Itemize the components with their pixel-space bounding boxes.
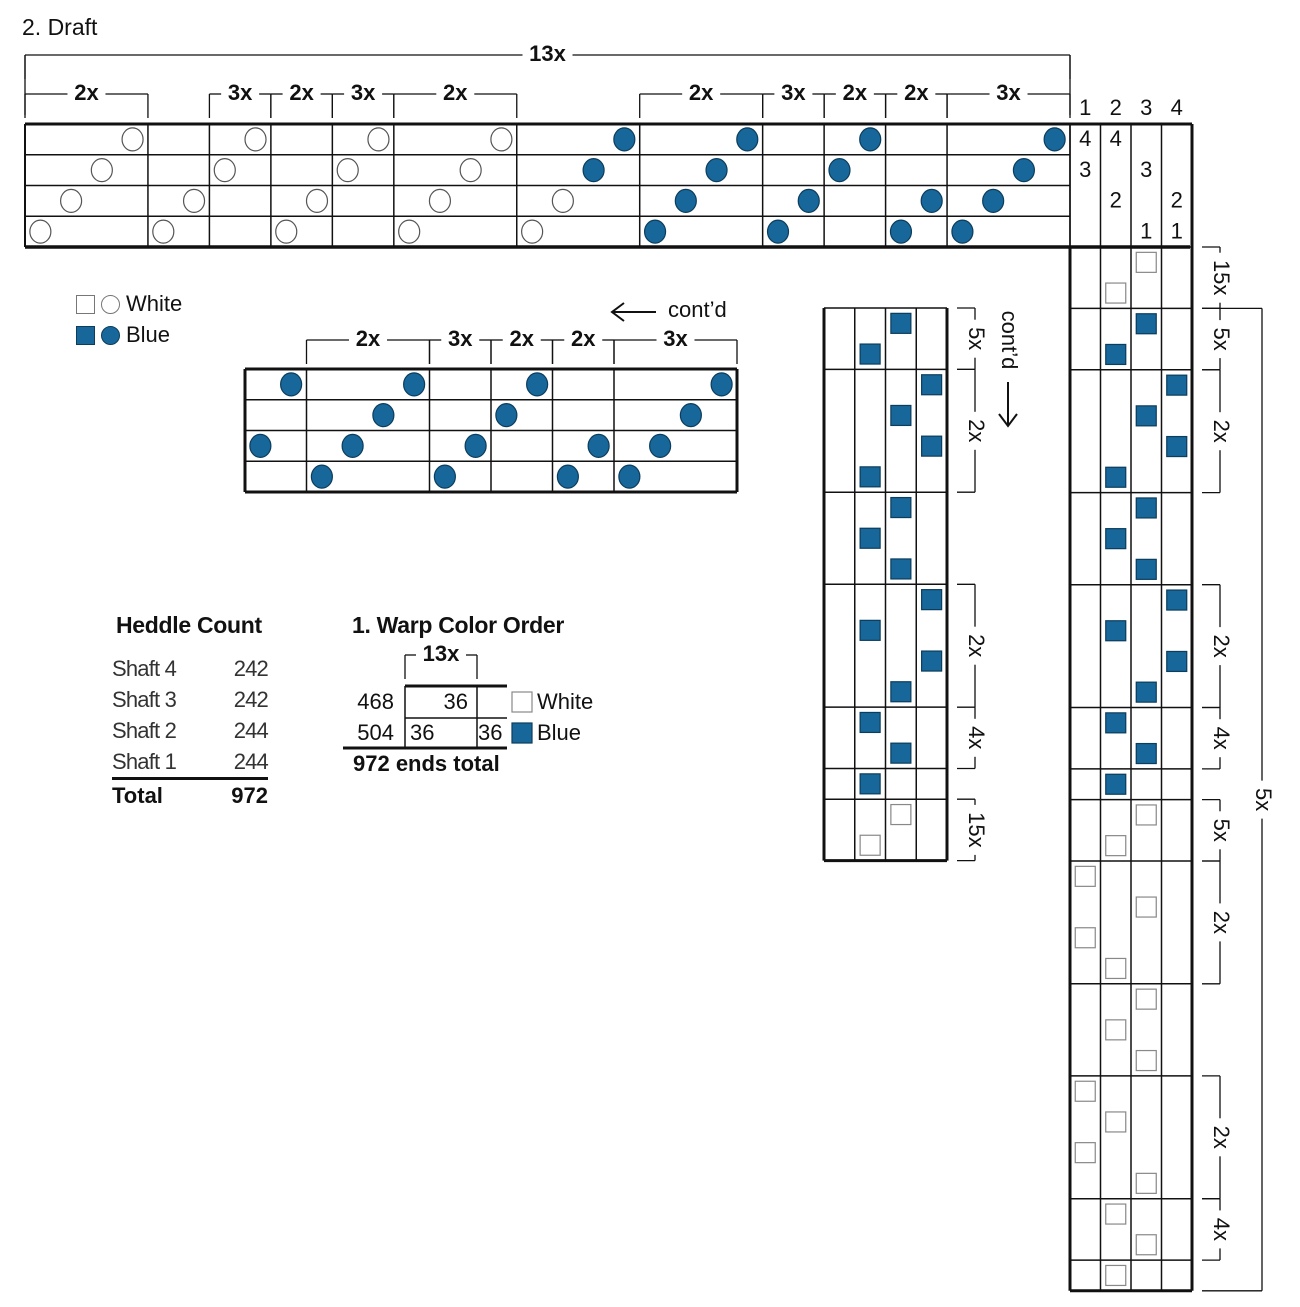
treadling-repeat-bracket [1202, 308, 1234, 369]
treadling-pick-blue [1167, 375, 1187, 395]
contd-threading-end-blue [281, 373, 302, 396]
repeat-label: 3x [781, 79, 806, 105]
threading-end-white [368, 128, 389, 151]
heddle-shaft-label: Shaft 3 [112, 687, 177, 712]
threading-end-blue [675, 189, 696, 212]
heddle-total-value: 972 [231, 783, 268, 808]
threading-end-white [552, 189, 573, 212]
threading-end-blue [921, 189, 942, 212]
treadling-pick-white [1106, 1112, 1126, 1132]
treadling-repeat-bracket [1202, 1076, 1234, 1199]
treadling-pick-white [1106, 1020, 1126, 1040]
repeat-label: 2x [571, 325, 596, 351]
contd-threading-end-blue [250, 434, 271, 457]
heddle-shaft-value: 242 [233, 656, 268, 681]
contd-threading-end-blue [496, 404, 517, 427]
repeat-label: 2x [688, 79, 714, 105]
warp-row-total: 468 [357, 688, 394, 714]
contd-threading-end-blue [619, 465, 640, 488]
heddle-shaft-label: Shaft 4 [112, 656, 177, 681]
repeat-label: 15x [964, 812, 990, 848]
repeat-label: 2x [1209, 1125, 1235, 1149]
heddle-total-row [112, 780, 268, 811]
contd-treadling-pick-blue [891, 498, 911, 518]
warp-color-order-title-wrap [340, 612, 564, 639]
threading-end-white [153, 220, 174, 243]
tieup-cell: 2 [1109, 187, 1122, 213]
tieup-cell: 4 [1109, 126, 1122, 152]
heddle-shaft-value: 244 [233, 749, 268, 774]
treadling-pick-white [1106, 836, 1126, 856]
heddle-row [112, 746, 268, 780]
contd-threading-repeat-bracket [553, 326, 615, 364]
contd-threading-repeat-bracket [491, 326, 553, 364]
warp-color-label: White [537, 688, 594, 714]
heddle-shaft-value: 244 [233, 718, 268, 743]
threading-end-white [276, 220, 297, 243]
treadling-pick-white [1136, 1173, 1156, 1193]
contd-threading-end-blue [434, 465, 455, 488]
threading-end-blue [890, 220, 911, 243]
treadling-pick-white [1075, 1143, 1095, 1163]
threading-end-white [245, 128, 266, 151]
threading-end-white [491, 128, 512, 151]
threading-repeat-bracket [209, 80, 270, 118]
repeat-label: 3x [448, 325, 473, 351]
warp-color-label: Blue [537, 719, 582, 745]
heddle-count-title: Heddle Count [116, 612, 262, 638]
treadling-pick-blue [1106, 467, 1126, 487]
repeat-label: 5x [964, 327, 990, 351]
contd-treadling-pick-blue [922, 436, 942, 456]
contd-threading-end-blue [404, 373, 425, 396]
contd-treadling-pick-white [891, 805, 911, 825]
treadling-pick-white [1106, 1265, 1126, 1285]
threading-end-blue [737, 128, 758, 151]
treadling-pick-blue [1167, 437, 1187, 457]
treadling-pick-white [1136, 252, 1156, 272]
contd-treadling-pick-blue [891, 559, 911, 579]
repeat-label: 2x [964, 419, 990, 443]
threading-end-white [522, 220, 543, 243]
threading-end-white [30, 220, 51, 243]
warp-summary: 972 ends total [353, 750, 500, 776]
repeat-label: 2x [964, 634, 990, 658]
heddle-total-label: Total [112, 783, 163, 808]
threading-end-white [61, 189, 82, 212]
repeat-label: 4x [964, 726, 990, 750]
repeat-label: 4x [1209, 1217, 1235, 1242]
threading-repeat-bracket [947, 80, 1070, 118]
contd-threading-end-blue [588, 434, 609, 457]
threading-repeat-bracket [886, 80, 947, 118]
threading-repeat-bracket [824, 80, 885, 118]
contd-threading-end-blue [342, 434, 363, 457]
threading-end-white [429, 189, 450, 212]
treadling-pick-blue [1136, 744, 1156, 764]
contd-treadling-pick-blue [891, 313, 911, 333]
heddle-row [112, 684, 268, 715]
warp-cell: 36 [478, 719, 503, 745]
threading-repeat-bracket [25, 80, 148, 118]
threading-repeat-bracket [271, 80, 332, 118]
threading-end-blue [645, 220, 666, 243]
repeat-label: 3x [996, 79, 1021, 105]
treadling-pick-blue [1136, 682, 1156, 702]
treadling-pick-blue [1106, 621, 1126, 641]
contd-label: cont’d [997, 310, 1023, 370]
treadling-pick-blue [1106, 344, 1126, 364]
treadling-repeat-bracket [1202, 800, 1234, 861]
treadling-pick-white [1136, 1235, 1156, 1255]
tieup-cell: 4 [1079, 126, 1092, 152]
contd-threading-end-blue [557, 465, 578, 488]
contd-treadling-repeat-bracket [957, 707, 989, 768]
threading-outer-repeat-bracket [25, 41, 1070, 79]
warp-repeat-bracket [405, 641, 477, 679]
threading-end-white [460, 159, 481, 182]
repeat-label: 4x [1209, 726, 1235, 750]
treadling-pick-white [1075, 866, 1095, 886]
contd-treadling-pick-blue [860, 528, 880, 548]
threading-end-blue [952, 220, 973, 243]
repeat-label: 3x [663, 325, 688, 351]
warp-cell: 36 [410, 719, 435, 745]
treadle-number: 3 [1140, 94, 1153, 120]
threading-end-white [91, 159, 112, 182]
contd-threading-end-blue [650, 434, 671, 457]
treadling-pick-blue [1106, 529, 1126, 549]
repeat-label: 3x [227, 79, 253, 105]
treadling-pick-blue [1136, 406, 1156, 426]
contd-label: cont’d [668, 296, 727, 322]
treadle-number: 4 [1170, 94, 1183, 120]
heddle-shaft-label: Shaft 1 [112, 749, 177, 774]
treadling-pick-white [1136, 1051, 1156, 1071]
contd-treadling-pick-blue [860, 467, 880, 487]
treadle-number: 2 [1109, 94, 1122, 120]
treadling-pick-white [1106, 1204, 1126, 1224]
threading-end-blue [1044, 128, 1065, 151]
treadling-repeat-bracket [1202, 1199, 1234, 1260]
treadling-pick-white [1075, 928, 1095, 948]
repeat-label: 2x [443, 79, 468, 105]
threading-end-blue [1013, 159, 1034, 182]
tieup-cell: 3 [1079, 156, 1092, 182]
threading-end-blue [860, 128, 881, 151]
threading-end-blue [614, 128, 635, 151]
contd-treadling-pick-blue [860, 774, 880, 794]
repeat-label: 2x [1209, 910, 1235, 935]
threading-end-white [184, 189, 205, 212]
warp-color-order-title: 1. Warp Color Order [352, 612, 564, 638]
repeat-label: 2x [842, 79, 868, 105]
warp-cell: 36 [443, 688, 468, 714]
contd-treadling-repeat-bracket [957, 308, 989, 369]
treadling-repeat-bracket [1202, 370, 1234, 493]
repeat-label: 5x [1209, 818, 1235, 842]
treadling-repeat-bracket [1202, 247, 1234, 308]
treadling-pick-blue [1167, 651, 1187, 671]
contd-treadling-repeat-bracket [957, 584, 989, 707]
figure-title: 2. Draft [22, 14, 98, 40]
treadling-pick-white [1075, 1081, 1095, 1101]
legend-white-label: White [126, 291, 183, 316]
repeat-label: 5x [1251, 787, 1277, 812]
treadling-pick-blue [1136, 498, 1156, 518]
threading-end-blue [983, 189, 1004, 212]
treadling-pick-blue [1136, 314, 1156, 334]
threading-end-white [306, 189, 327, 212]
threading-end-blue [706, 159, 727, 182]
threading-end-blue [798, 189, 819, 212]
contd-treadling-pick-blue [891, 682, 911, 702]
treadling-pick-blue [1136, 559, 1156, 579]
heddle-shaft-label: Shaft 2 [112, 718, 177, 743]
threading-repeat-bracket [763, 80, 824, 118]
threading-end-white [122, 128, 143, 151]
tieup-cell: 3 [1140, 156, 1153, 182]
treadle-number: 1 [1079, 94, 1092, 120]
threading-repeat-bracket [394, 80, 517, 118]
contd-threading-repeat-bracket [307, 326, 430, 364]
contd-threading-end-blue [465, 434, 486, 457]
repeat-label: 13x [422, 640, 460, 666]
treadling-repeat-bracket [1202, 708, 1234, 769]
repeat-label: 2x [74, 79, 99, 105]
contd-threading-end-blue [711, 373, 732, 396]
contd-treadling-repeat-bracket [957, 369, 989, 492]
contd-treadling-pick-blue [922, 590, 942, 610]
warp-row-total: 504 [357, 719, 394, 745]
treadling-pick-white [1136, 805, 1156, 825]
repeat-label: 15x [1209, 259, 1235, 296]
heddle-row [112, 653, 268, 684]
repeat-label: 3x [350, 79, 376, 105]
repeat-label: 2x [904, 79, 929, 105]
treadling-pick-white [1136, 989, 1156, 1009]
contd-threading-repeat-bracket [614, 326, 737, 364]
threading-repeat-bracket [332, 80, 393, 118]
repeat-label: 2x [289, 79, 314, 105]
contd-treadling-pick-blue [860, 620, 880, 640]
contd-threading-end-blue [680, 404, 701, 427]
repeat-label: 2x [355, 325, 381, 351]
repeat-label: 5x [1209, 327, 1235, 351]
heddle-shaft-value: 242 [233, 687, 268, 712]
contd-treadling-pick-blue [891, 743, 911, 763]
contd-threading-end-blue [311, 465, 332, 488]
warp-blue-swatch [512, 723, 532, 743]
contd-threading-end-blue [527, 373, 548, 396]
contd-threading-repeat-bracket [430, 326, 492, 364]
treadling-pick-blue [1106, 774, 1126, 794]
contd-treadling-pick-blue [891, 405, 911, 425]
treadling-pick-blue [1106, 713, 1126, 733]
threading-repeat-bracket [640, 80, 763, 118]
heddle-count-table [112, 612, 268, 811]
contd-threading-end-blue [373, 404, 394, 427]
treadling-pick-white [1106, 283, 1126, 303]
heddle-row [112, 715, 268, 746]
contd-treadling-pick-blue [860, 344, 880, 364]
repeat-label: 2x [1209, 634, 1235, 658]
threading-end-blue [583, 159, 604, 182]
threading-end-blue [768, 220, 789, 243]
contd-treadling-repeat-bracket [957, 799, 989, 860]
threading-end-white [399, 220, 420, 243]
contd-treadling-pick-blue [922, 375, 942, 395]
repeat-label: 13x [529, 40, 566, 66]
contd-treadling-pick-blue [922, 651, 942, 671]
treadling-repeat-bracket [1202, 585, 1234, 708]
tieup-cell: 2 [1170, 187, 1183, 213]
treadling-pick-blue [1167, 590, 1187, 610]
threading-end-blue [829, 159, 850, 182]
repeat-label: 2x [509, 325, 534, 351]
threading-end-white [214, 159, 235, 182]
contd-treadling-pick-blue [860, 712, 880, 732]
tieup-cell: 1 [1170, 218, 1183, 244]
legend-blue-label: Blue [126, 322, 171, 347]
repeat-label: 2x [1209, 419, 1235, 443]
treadling-pick-white [1136, 897, 1156, 917]
treadling-repeat-bracket [1202, 861, 1234, 984]
tieup-cell: 1 [1140, 218, 1153, 244]
warp-white-swatch [512, 692, 532, 712]
contd-treadling-pick-white [860, 835, 880, 855]
threading-end-white [337, 159, 358, 182]
treadling-pick-white [1106, 958, 1126, 978]
